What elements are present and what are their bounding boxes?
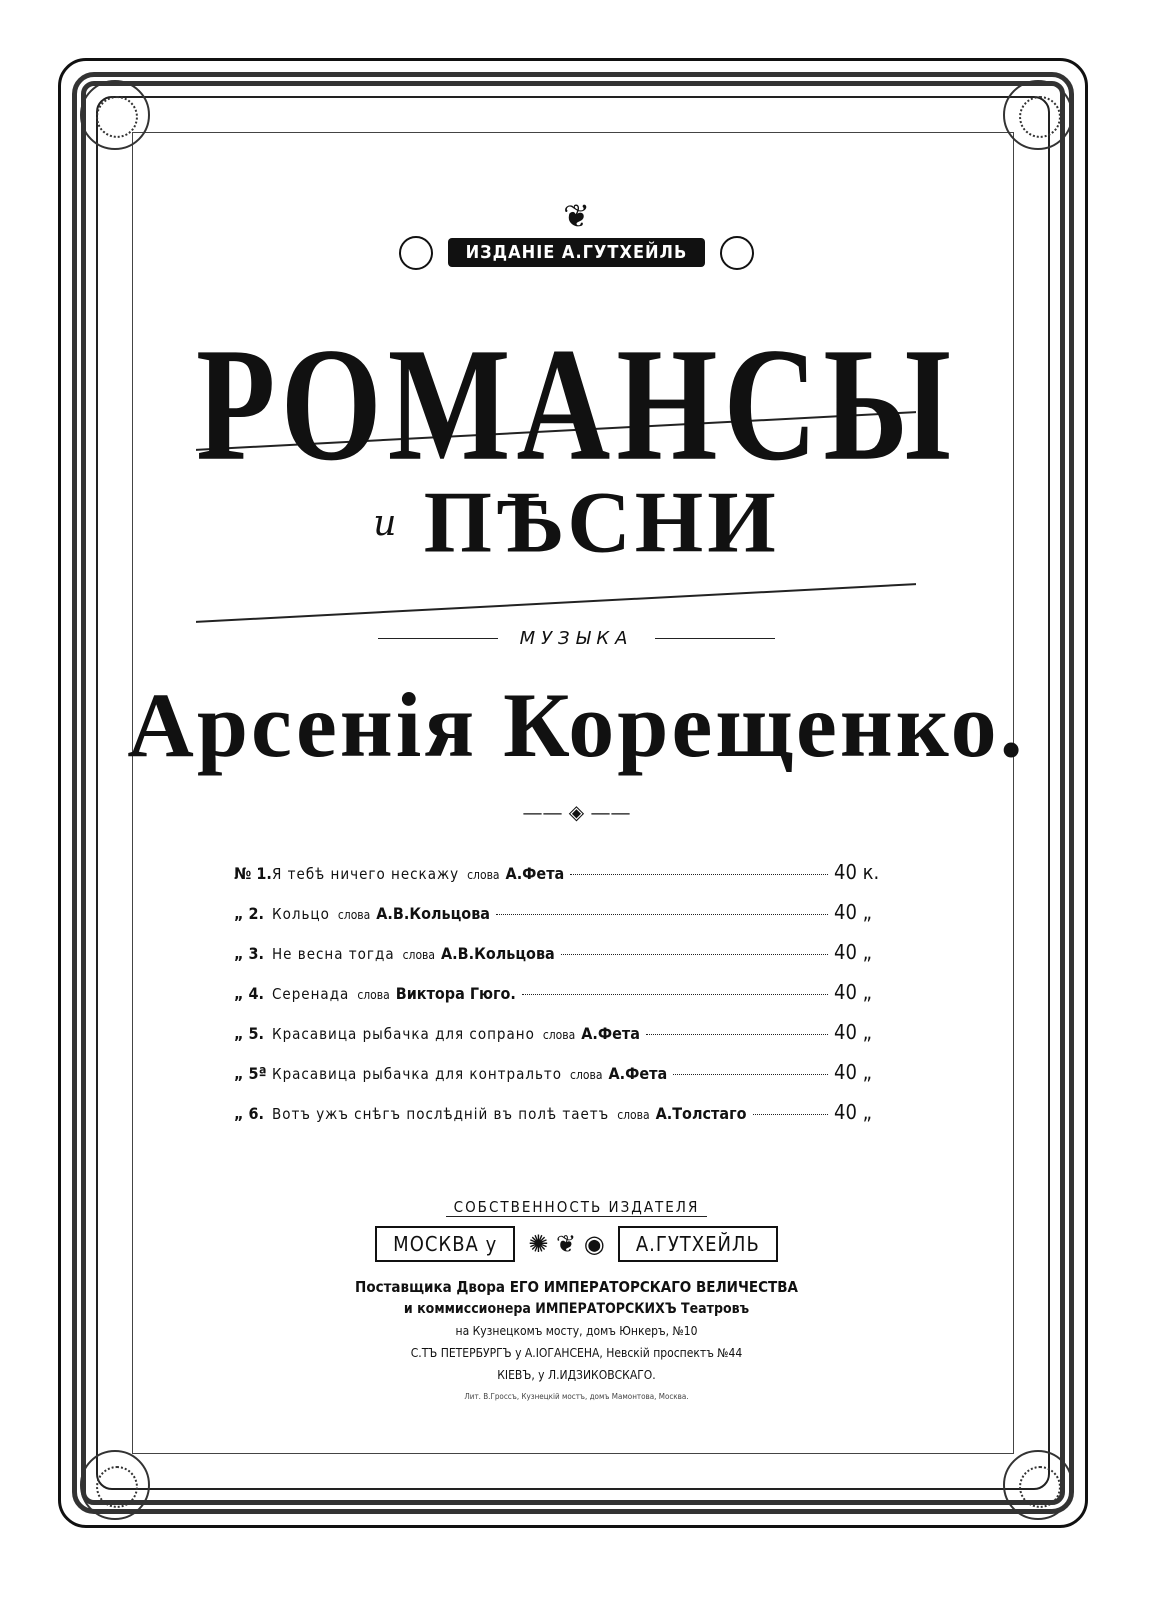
imprint-line-2: и коммиссионера ИМПЕРАТОРСКИХЪ Театровъ [403,1301,750,1317]
contents-price: 40 „ [834,980,872,1004]
contents-price: 40 к. [834,860,880,884]
corner-ornament-top-right [1003,80,1073,150]
imprint-line-3: на Кузнецкомъ мосту, домъ Юнкеръ, №10 [455,1324,698,1338]
contents-author: А.Фета [608,1064,668,1083]
title-main: РОМАНСЫ [196,315,957,495]
divider-rule-right [655,638,775,639]
contents-row [234,940,894,980]
dotted-leader [753,1114,829,1115]
dotted-leader [570,874,828,875]
contents-author: Виктора Гюго. [395,984,516,1003]
contents-list [234,860,894,1140]
contents-row [234,860,894,900]
imprint-line-6: Лит. В.Гроссъ, Кузнецкій мостъ, домъ Мамонтова, Москва. [464,1392,689,1401]
contents-row [234,1060,894,1100]
ownership-text: СОБСТВЕННОСТЬ ИЗДАТЕЛЯ [446,1198,708,1217]
contents-title: Красавица рыбачка для сопрано [272,1025,535,1043]
contents-price: 40 „ [834,1100,872,1124]
medal-right-icon [720,236,754,270]
contents-words-label: слова [337,908,371,922]
contents-title: Серенада [272,985,350,1003]
music-by-row [0,628,1153,649]
music-label: МУЗЫКА [519,628,634,649]
contents-row [234,1020,894,1060]
contents-author: А.В.Кольцова [441,944,555,963]
dotted-leader [561,954,828,955]
imprint-line-5: КІЕВЪ, у Л.ИДЗИКОВСКАГО. [497,1368,656,1382]
contents-number: „ 6. [234,1104,264,1123]
emblems-icon: ✺ ❦ ◉ [528,1230,605,1258]
contents-words-label: слова [357,988,390,1002]
contents-price: 40 „ [834,1020,872,1044]
contents-title: Я тебѣ ничего нескажу [272,865,460,883]
contents-author: А.Фета [581,1024,640,1043]
medal-left-icon [399,236,433,270]
contents-title: Красавица рыбачка для контральто [272,1065,563,1083]
corner-ornament-bottom-left [80,1450,150,1520]
contents-words-label: слова [467,868,500,882]
publisher-badge [0,196,1153,270]
title-conjunction: и [373,502,397,544]
imprint-line-1: Поставщика Двора ЕГО ИМПЕРАТОРСКАГО ВЕЛИЧЕСТВА [355,1278,798,1296]
contents-price: 40 „ [834,900,872,924]
contents-price: 40 „ [834,1060,872,1084]
contents-words-label: слова [542,1028,576,1042]
contents-title: Кольцо [272,905,330,923]
contents-number: „ 5ª [234,1064,267,1083]
composer-name: Арсенія Корещенко. [127,674,1026,776]
title-sub: ПѢСНИ [423,474,780,572]
contents-title: Не весна тогда [272,945,395,963]
contents-words-label: слова [402,948,436,962]
publisher-imprint-label: А.ГУТХЕЙЛЬ [618,1226,778,1262]
divider-ornament-icon: —— ◈ —— [522,800,631,824]
dotted-leader [522,994,828,995]
ownership-banner [0,1198,1153,1216]
contents-words-label: слова [617,1108,650,1122]
dotted-leader [646,1034,828,1035]
contents-author: А.Фета [505,864,565,883]
contents-row [234,980,894,1020]
city-label: МОСКВА у [375,1226,515,1262]
contents-words-label: слова [570,1068,603,1082]
contents-number: № 1. [234,864,272,883]
contents-title: Вотъ ужъ снѣгъ послѣдній въ полѣ таетъ [272,1105,610,1123]
imprint-lines [0,1276,1153,1408]
title-line2 [0,474,1153,572]
contents-row [234,900,894,940]
imperial-eagle-icon: ❦ [563,197,590,235]
contents-number: „ 2. [234,904,264,923]
contents-author: А.В.Кольцова [376,904,491,923]
corner-ornament-top-left [80,80,150,150]
contents-number: „ 5. [234,1024,264,1043]
dotted-leader [673,1074,828,1075]
contents-author: А.Толстаго [655,1104,747,1123]
dotted-leader [496,914,828,915]
divider-rule-left [378,638,498,639]
contents-number: „ 4. [234,984,264,1003]
imprint-line-4: С.ТЪ ПЕТЕРБУРГЪ у А.ІОГАНСЕНА, Невскій проспектъ №44 [410,1346,743,1360]
contents-number: „ 3. [234,944,264,963]
imprint-row [0,1226,1153,1262]
publisher-label: ИЗДАНІЕ А.ГУТХЕЙЛЬ [448,238,706,267]
contents-row [234,1100,894,1140]
corner-ornament-bottom-right [1003,1450,1073,1520]
contents-price: 40 „ [834,940,872,964]
